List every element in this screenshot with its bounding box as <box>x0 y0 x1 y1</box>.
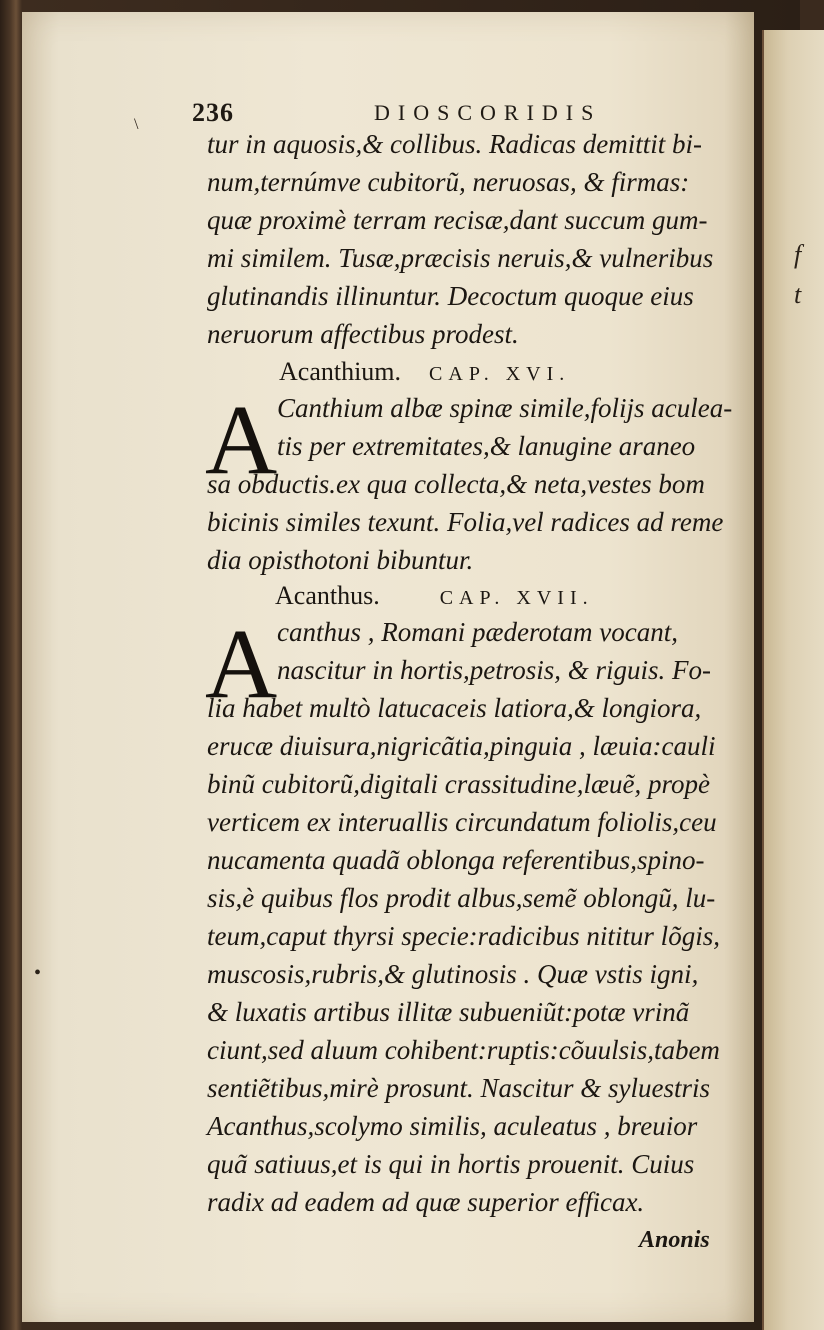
text-line: lia habet multò latucaceis latiora,& longiora, <box>207 693 702 723</box>
chapter-heading-17 <box>275 579 594 615</box>
text-line: ciunt,sed aluum cohibent:ruptis:cõuulsis,tabem <box>207 1035 720 1065</box>
facing-page-edge: f t <box>762 30 824 1330</box>
text-line: sis,è quibus flos prodit albus,semẽ oblongũ, lu- <box>207 883 716 913</box>
text-line: tur in aquosis,& collibus. Radicas demittit bi- <box>207 129 702 159</box>
text-line: quã satiuus,et is qui in hortis prouenit. Cuius <box>207 1149 695 1179</box>
drop-cap: A <box>205 384 278 495</box>
text-line: nascitur in hortis,petrosis, & riguis. Fo- <box>277 655 712 685</box>
page-number: 236 <box>192 98 234 127</box>
text-line: mi similem. Tusæ,præcisis neruis,& vulneribus <box>207 243 714 273</box>
chapter-heading-16 <box>279 355 570 391</box>
text-line: glutinandis illinuntur. Decoctum quoque eius <box>207 281 694 311</box>
text-line: Acanthus,scolymo similis, aculeatus , breuior <box>207 1111 698 1141</box>
text-line: muscosis,rubris,& glutinosis . Quæ vstis igni, <box>207 959 699 989</box>
text-line: sentiẽtibus,mirè prosunt. Nascitur & syluestris <box>207 1073 711 1103</box>
running-title: DIOSCORIDIS <box>374 100 602 125</box>
text-line: radix ad eadem ad quæ superior efficax. <box>207 1187 645 1217</box>
page-header <box>192 98 652 128</box>
chapter-title: Acanthium. <box>279 357 402 386</box>
text-line: erucæ diuisura,nigricãtia,pinguia , læuia:cauli <box>207 731 716 761</box>
margin-mark: \ <box>134 116 139 133</box>
chapter-number: CAP. XVI. <box>429 363 571 385</box>
text-line: nucamenta quadã oblonga referentibus,spino- <box>207 845 705 875</box>
chapter-number: CAP. XVII. <box>439 587 594 609</box>
text-line: dia opisthotoni bibuntur. <box>207 545 474 575</box>
chapter-title: Acanthus. <box>275 581 380 610</box>
text-line: quæ proximè terram recisæ,dant succum gum- <box>207 205 708 235</box>
text-line: num,ternúmve cubitorũ, neruosas, & firmas: <box>207 167 690 197</box>
text-line: neruorum affectibus prodest. <box>207 319 519 349</box>
text-line: tis per extremitates,& lanugine araneo <box>277 431 696 461</box>
text-line: sa obductis.ex qua collecta,& neta,vestes bom <box>207 469 705 499</box>
text-line: Canthium albæ spinæ simile,folijs aculea- <box>277 393 733 423</box>
text-line: & luxatis artibus illitæ subueniũt:potæ vrinã <box>207 997 690 1027</box>
text-line: verticem ex interuallis circundatum foliolis,ceu <box>207 807 717 837</box>
text-line: canthus , Romani pæderotam vocant, <box>277 617 678 647</box>
text-line: bicinis similes texunt. Folia,vel radices ad reme <box>207 507 724 537</box>
drop-cap: A <box>205 608 278 719</box>
margin-mark: • <box>34 962 42 984</box>
book-page <box>22 12 754 1322</box>
text-line: binũ cubitorũ,digitali crassitudine,læuẽ, propè <box>207 769 710 799</box>
catchword: Anonis <box>639 1227 710 1253</box>
text-line: teum,caput thyrsi specie:radicibus nititur lõgis, <box>207 921 720 951</box>
